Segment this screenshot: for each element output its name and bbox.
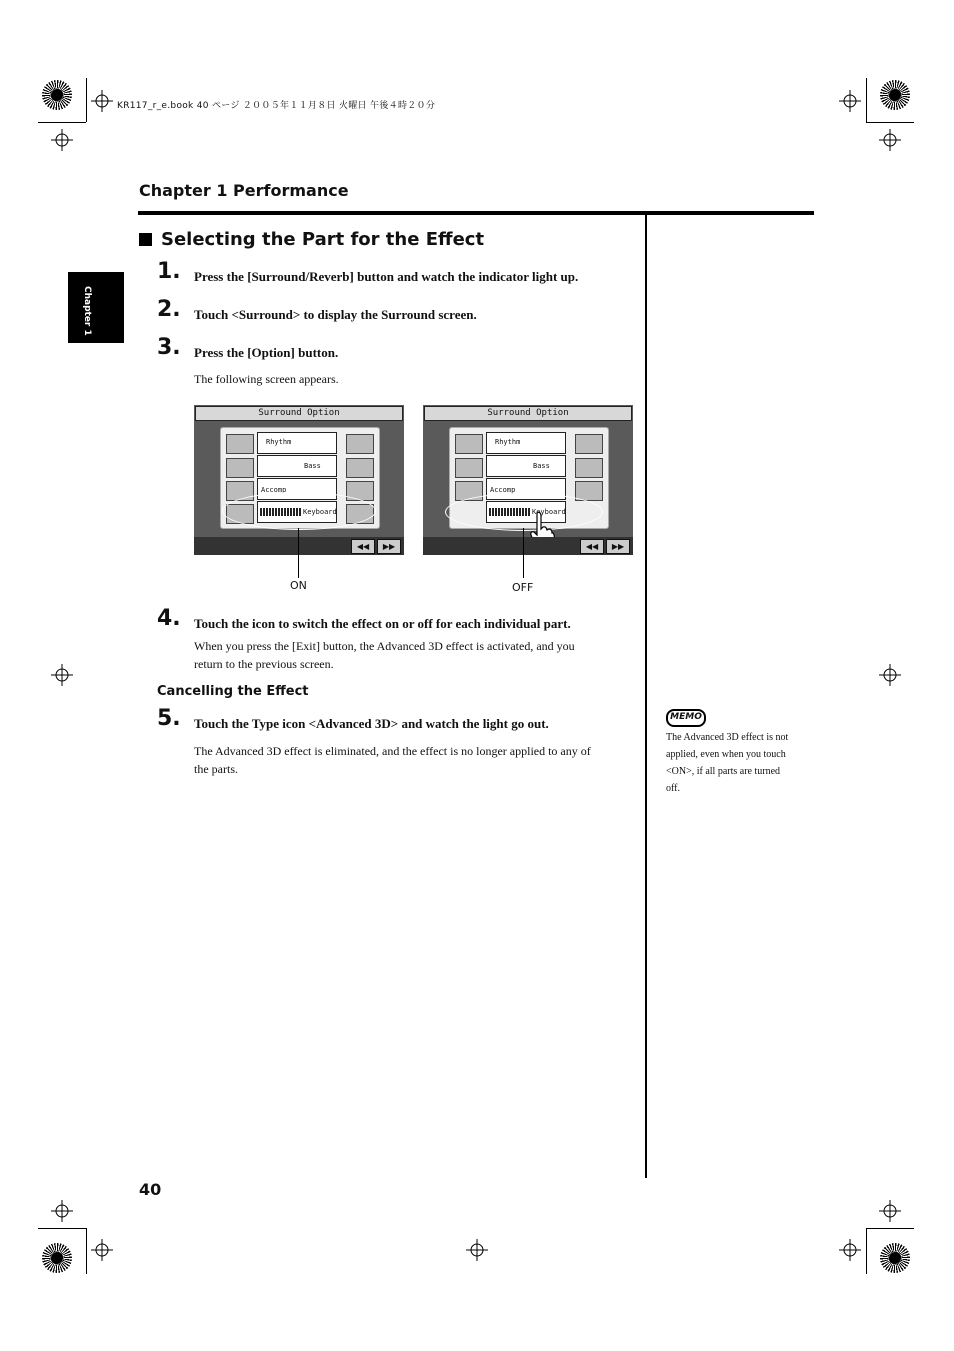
step-number: 3.	[157, 335, 181, 360]
side-tab-label: Chapter 1	[82, 286, 92, 336]
part-bass[interactable]	[257, 455, 337, 477]
memo-text	[666, 729, 814, 797]
step-note: the parts.	[194, 762, 238, 776]
part-rhythm[interactable]	[257, 432, 337, 454]
arrow-right-icon[interactable]	[455, 458, 483, 478]
step-text: Press the [Option] button.	[194, 345, 339, 360]
arrow-right-icon[interactable]	[455, 434, 483, 454]
crosshair-icon	[879, 129, 901, 151]
crosshair-icon	[91, 1239, 113, 1261]
highlight-ellipse	[222, 492, 376, 530]
crop-mark	[866, 1228, 914, 1229]
step-number: 5.	[157, 706, 181, 731]
memo-line: applied, even when you touch	[666, 749, 786, 760]
callout-on: ON	[290, 579, 307, 592]
crosshair-icon	[51, 129, 73, 151]
rewind-icon[interactable]: ◀◀	[580, 539, 604, 554]
step-number: 2.	[157, 297, 181, 322]
square-bullet-icon	[139, 233, 152, 246]
step-text: Touch <Surround> to display the Surround screen.	[194, 307, 477, 322]
step-text: Press the [Surround/Reverb] button and watch the indicator light up.	[194, 269, 579, 284]
surround-option-screen-on	[194, 405, 404, 555]
step-number: 4.	[157, 606, 181, 631]
section-title-text: Selecting the Part for the Effect	[161, 229, 485, 250]
part-label: Bass	[533, 462, 550, 470]
surround-option-screen-off	[423, 405, 633, 555]
arrow-left-icon[interactable]	[575, 458, 603, 478]
part-label: Rhythm	[495, 438, 521, 446]
crosshair-icon	[839, 1239, 861, 1261]
registration-rosette-tl	[42, 80, 72, 110]
fast-forward-icon[interactable]: ▶▶	[377, 539, 401, 554]
part-rhythm[interactable]	[486, 432, 566, 454]
crosshair-icon	[879, 664, 901, 686]
step-note: The Advanced 3D effect is eliminated, and the effect is no longer applied to any of	[194, 744, 591, 758]
fast-forward-icon[interactable]: ▶▶	[606, 539, 630, 554]
arrow-right-icon[interactable]	[226, 458, 254, 478]
registration-rosette-bl	[42, 1243, 72, 1273]
step-note: When you press the [Exit] button, the Advanced 3D effect is activated, and you	[194, 639, 575, 653]
step-number: 1.	[157, 259, 181, 284]
rewind-icon[interactable]: ◀◀	[351, 539, 375, 554]
section-title	[139, 229, 484, 250]
crop-mark	[866, 1228, 867, 1274]
memo-line: The Advanced 3D effect is not	[666, 732, 789, 743]
callout-line	[523, 528, 524, 578]
crosshair-icon	[51, 664, 73, 686]
part-label: Keyboard	[532, 508, 566, 516]
chapter-title: Chapter 1 Performance	[139, 181, 349, 200]
step-note: return to the previous screen.	[194, 657, 334, 671]
crosshair-icon	[879, 1200, 901, 1222]
arrow-right-icon[interactable]	[226, 434, 254, 454]
registration-rosette-br	[880, 1243, 910, 1273]
header-rule	[138, 211, 814, 215]
crop-mark	[866, 78, 867, 122]
step-text: Touch the Type icon <Advanced 3D> and watch the light go out.	[194, 716, 549, 731]
crop-mark	[866, 122, 914, 123]
page-number: 40	[139, 1180, 162, 1199]
callout-off: OFF	[512, 581, 534, 594]
part-label: Keyboard	[303, 508, 337, 516]
chapter-side-tab	[68, 272, 124, 343]
arrow-left-icon[interactable]	[575, 434, 603, 454]
crosshair-icon	[466, 1239, 488, 1261]
part-bass[interactable]	[486, 455, 566, 477]
screen-title: Surround Option	[424, 406, 632, 421]
registration-rosette-tr	[880, 80, 910, 110]
crosshair-icon	[839, 90, 861, 112]
file-header: KR117_r_e.book 40 ページ ２００５年１１月８日 火曜日 午後４時２０分	[117, 101, 436, 111]
arrow-left-icon[interactable]	[346, 434, 374, 454]
crop-mark	[38, 122, 86, 123]
callout-line	[298, 528, 299, 578]
part-label: Bass	[304, 462, 321, 470]
crosshair-icon	[51, 1200, 73, 1222]
arrow-left-icon[interactable]	[346, 458, 374, 478]
part-label: Rhythm	[266, 438, 292, 446]
step-note: The following screen appears.	[194, 372, 339, 386]
crosshair-icon	[91, 90, 113, 112]
memo-line: <ON>, if all parts are turned	[666, 766, 781, 777]
part-label: Accomp	[490, 486, 516, 494]
memo-line: off.	[666, 783, 680, 794]
column-divider	[645, 215, 647, 1178]
memo-icon: MEMO	[666, 709, 706, 727]
crop-mark	[38, 1228, 86, 1229]
crop-mark	[86, 78, 87, 122]
screen-title: Surround Option	[195, 406, 403, 421]
subheading: Cancelling the Effect	[157, 684, 309, 699]
part-label: Accomp	[261, 486, 287, 494]
highlight-ellipse	[445, 493, 603, 531]
step-text: Touch the icon to switch the effect on or off for each individual part.	[194, 616, 571, 631]
crop-mark	[86, 1228, 87, 1274]
